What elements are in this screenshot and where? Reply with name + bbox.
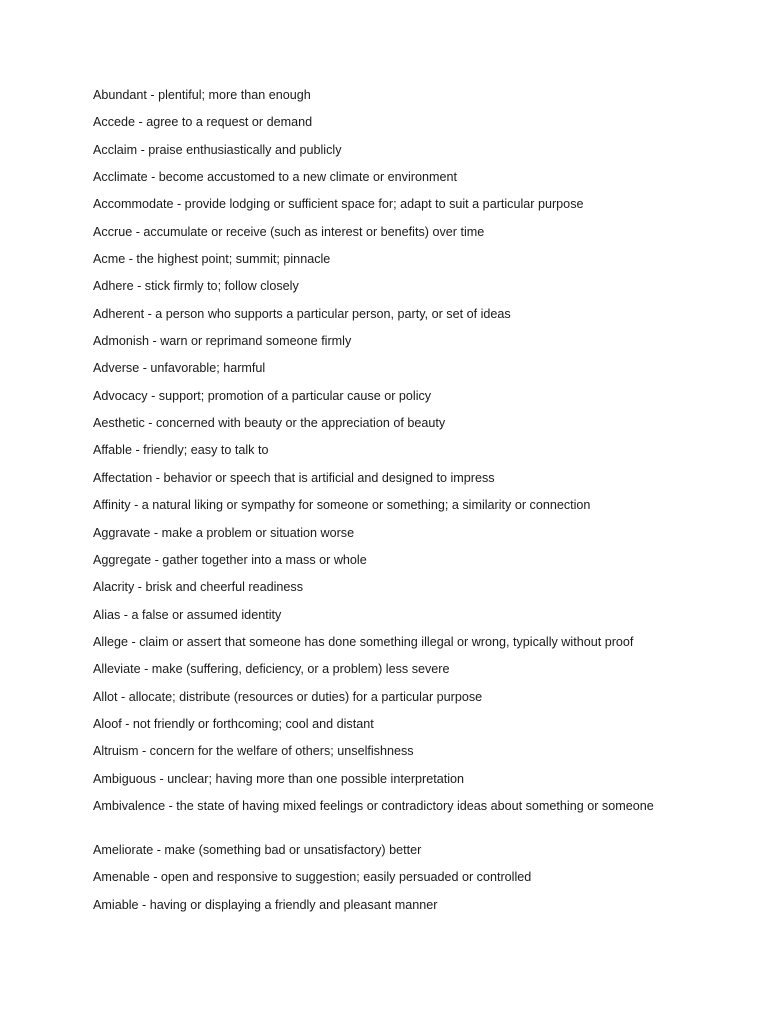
vocab-entry: Adherent - a person who supports a particular person, party, or set of ideas <box>93 306 511 321</box>
vocab-entry: Acclaim - praise enthusiastically and publicly <box>93 142 342 157</box>
vocab-entry: Affable - friendly; easy to talk to <box>93 443 269 458</box>
vocab-entry: Accede - agree to a request or demand <box>93 115 313 130</box>
vocab-entry: Amiable - having or displaying a friendly and pleasant manner <box>93 897 438 912</box>
vocab-entry: Aggravate - make a problem or situation worse <box>93 525 355 540</box>
vocab-entry: Alias - a false or assumed identity <box>93 607 282 622</box>
vocab-entry: Alacrity - brisk and cheerful readiness <box>93 580 303 595</box>
vocab-entry: Admonish - warn or reprimand someone firmly <box>93 334 352 349</box>
vocab-entry: Alleviate - make (suffering, deficiency, or a problem) less severe <box>93 662 450 677</box>
vocab-entry: Aesthetic - concerned with beauty or the appreciation of beauty <box>93 416 446 431</box>
vocab-entry: Ambivalence - the state of having mixed feelings or contradictory ideas about something or someone <box>93 798 654 813</box>
vocab-entry: Advocacy - support; promotion of a particular cause or policy <box>93 388 432 403</box>
vocab-entry: Affectation - behavior or speech that is artificial and designed to impress <box>93 470 495 485</box>
vocab-entry: Adhere - stick firmly to; follow closely <box>93 279 299 294</box>
vocab-entry: Amenable - open and responsive to suggestion; easily persuaded or controlled <box>93 870 532 885</box>
vocab-entry: Acme - the highest point; summit; pinnacle <box>93 252 331 267</box>
vocab-entry: Allege - claim or assert that someone has done something illegal or wrong, typically without proof <box>93 634 634 649</box>
vocab-entry: Ambiguous - unclear; having more than one possible interpretation <box>93 771 465 786</box>
vocab-entry: Accrue - accumulate or receive (such as interest or benefits) over time <box>93 224 485 239</box>
vocab-entry: Affinity - a natural liking or sympathy for someone or something; a similarity or connection <box>93 498 591 513</box>
vocab-entry: Aloof - not friendly or forthcoming; cool and distant <box>93 716 374 731</box>
vocab-entry: Abundant - plentiful; more than enough <box>93 88 311 102</box>
vocab-entry: Accommodate - provide lodging or sufficient space for; adapt to suit a particular purpose <box>93 197 584 212</box>
vocab-entry: Adverse - unfavorable; harmful <box>93 361 266 376</box>
vocabulary-list <box>93 87 683 924</box>
vocab-entry: Aggregate - gather together into a mass or whole <box>93 552 367 567</box>
vocab-entry: Altruism - concern for the welfare of others; unselfishness <box>93 744 414 759</box>
vocab-entry: Ameliorate - make (something bad or unsatisfactory) better <box>93 842 422 857</box>
vocab-entry: Allot - allocate; distribute (resources or duties) for a particular purpose <box>93 689 483 704</box>
vocab-entry: Acclimate - become accustomed to a new climate or environment <box>93 170 457 185</box>
